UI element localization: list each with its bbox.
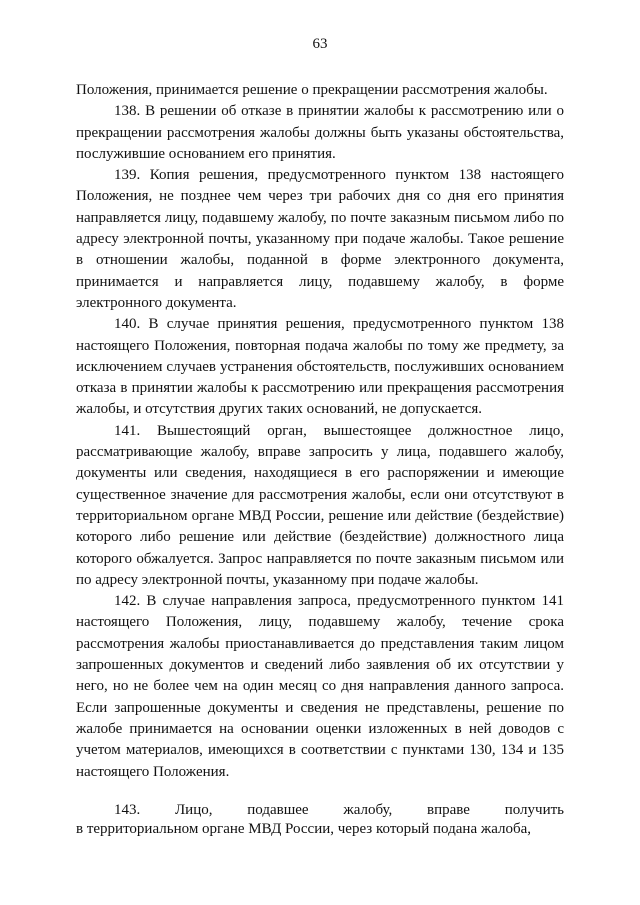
document-body	[76, 80, 564, 783]
page-number: 63	[312, 36, 328, 52]
paragraph-continuation: Положения, принимается решение о прекращении рассмотрения жалобы.	[76, 82, 548, 98]
paragraph-138: 138. В решении об отказе в принятии жалобы к рассмотрению или о прекращении рассмотрения жалобы должны быть указаны обстоятельства, послужившие основанием его принятия.	[76, 103, 564, 162]
paragraph-143-second-line: в территориальном органе МВД России, через который подана жалоба,	[76, 821, 532, 837]
paragraph-142: 142. В случае направления запроса, предусмотренного пунктом 141 настоящего Положения, лицу, подавшему жалобу, течение срока рассмотрения жалобы приостанавливается до представления таким лицом запрошенных документов и сведений либо заявления об их отсутствии у него, но не более чем на один месяц со дня направления данного запроса. Если запрошенные документы и сведения не представлены, решение по жалобе принимается на основании оценки изложенных в ней доводов с учетом материалов, имеющихся в соответствии с пунктами 130, 134 и 135 настоящего Положения.	[76, 593, 564, 780]
paragraph-139: 139. Копия решения, предусмотренного пунктом 138 настоящего Положения, не позднее чем через три рабочих дня со дня его принятия направляется лицу, подавшему жалобу, по почте заказным письмом либо по адресу электронной почты, указанному при подаче жалобы. Такое решение в отношении жалобы, поданной в форме электронного документа, принимается и направляется лицу, подавшему жалобу, в форме электронного документа.	[76, 167, 564, 311]
paragraph-141: 141. Вышестоящий орган, вышестоящее должностное лицо, рассматривающие жалобу, вправе запросить у лица, подавшего жалобу, документы или сведения, находящиеся в его распоряжении и имеющие существенное значение для рассмотрения жалобы, если они отсутствуют в территориальном органе МВД России, решение или действие (бездействие) которого либо решение или действие (бездействие) должностного лица которого обжалуется. Запрос направляется по почте заказным письмом или по адресу электронной почты, указанному при подаче жалобы.	[76, 422, 564, 588]
paragraph-143-first-line: 143. Лицо, подавшее жалобу, вправе получить	[114, 802, 564, 818]
paragraph-140: 140. В случае принятия решения, предусмотренного пунктом 138 настоящего Положения, повторная подача жалобы по тому же предмету, за исключением случаев устранения обстоятельств, послуживших основанием отказа в принятии жалобы к рассмотрению или прекращения рассмотрения жалобы, и отсутствия других таких оснований, не допускается.	[76, 316, 564, 418]
